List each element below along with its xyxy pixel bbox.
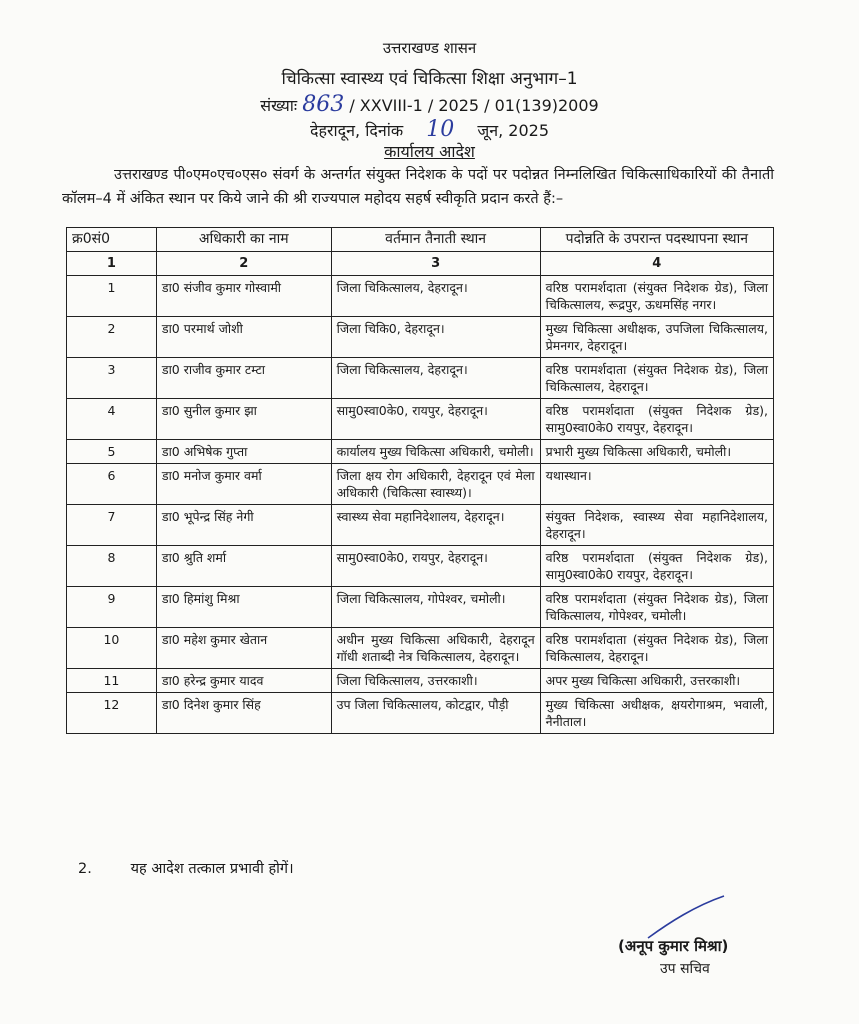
- table-row: [67, 464, 774, 505]
- point-2-number: 2.: [78, 861, 92, 877]
- point-2-text: यह आदेश तत्काल प्रभावी होगें।: [130, 861, 294, 877]
- row-new-posting: मुख्य चिकित्सा अधीक्षक, क्षयरोगाश्रम, भवाली, नैनीताल।: [540, 693, 773, 734]
- row-serial: 9: [67, 587, 157, 628]
- row-serial: 12: [67, 693, 157, 734]
- signatory-designation: उप सचिव: [660, 961, 710, 977]
- row-serial: 5: [67, 440, 157, 464]
- row-new-posting: अपर मुख्य चिकित्सा अधिकारी, उत्तरकाशी।: [540, 669, 773, 693]
- row-current-posting: जिला चिकित्सालय, गोपेश्वर, चमोली।: [331, 587, 540, 628]
- row-serial: 4: [67, 399, 157, 440]
- row-new-posting: वरिष्ठ परामर्शदाता (संयुक्त निदेशक ग्रेड), जिला चिकित्सालय, देहरादून।: [540, 358, 773, 399]
- row-officer-name: डा0 राजीव कुमार टम्टा: [156, 358, 331, 399]
- order-body-paragraph: उत्तराखण्ड पी०एम०एच०एस० संवर्ग के अन्तर्गत संयुक्त निदेशक के पदों पर पदोन्नत निम्नलिखित चिकित्साधिकारियों की तैनाती कॉलम–4 में अंकित स्थान पर किये जाने की श्री राज्यपाल महोदय सहर्ष स्वीकृति प्रदान करते हैं:–: [62, 167, 774, 207]
- row-officer-name: डा0 श्रुति शर्मा: [156, 546, 331, 587]
- row-current-posting: सामु0स्वा0के0, रायपुर, देहरादून।: [331, 546, 540, 587]
- column-number: 2: [156, 252, 331, 276]
- header-new-posting: पदोन्नति के उपरान्त पदस्थापना स्थान: [540, 228, 773, 252]
- row-serial: 8: [67, 546, 157, 587]
- row-new-posting: वरिष्ठ परामर्शदाता (संयुक्त निदेशक ग्रेड), सामु0स्वा0के0 रायपुर, देहरादून।: [540, 399, 773, 440]
- row-serial: 2: [67, 317, 157, 358]
- row-serial: 10: [67, 628, 157, 669]
- header-officer-name: अधिकारी का नाम: [156, 228, 331, 252]
- row-new-posting: वरिष्ठ परामर्शदाता (संयुक्त निदेशक ग्रेड), जिला चिकित्सालय, देहरादून।: [540, 628, 773, 669]
- column-number: 3: [331, 252, 540, 276]
- header-current-posting: वर्तमान तैनाती स्थान: [331, 228, 540, 252]
- row-current-posting: जिला चिकि0, देहरादून।: [331, 317, 540, 358]
- government-heading: उत्तराखण्ड शासन: [382, 39, 477, 57]
- row-current-posting: जिला चिकित्सालय, देहरादून।: [331, 358, 540, 399]
- row-officer-name: डा0 अभिषेक गुप्ता: [156, 440, 331, 464]
- table-row: [67, 358, 774, 399]
- row-new-posting: वरिष्ठ परामर्शदाता (संयुक्त निदेशक ग्रेड), जिला चिकित्सालय, गोपेश्वर, चमोली।: [540, 587, 773, 628]
- column-number: 1: [67, 252, 157, 276]
- row-new-posting: मुख्य चिकित्सा अधीक्षक, उपजिला चिकित्सालय, प्रेमनगर, देहरादून।: [540, 317, 773, 358]
- column-number-row: [67, 252, 774, 276]
- row-new-posting: वरिष्ठ परामर्शदाता (संयुक्त निदेशक ग्रेड), जिला चिकित्सालय, रूद्रपुर, ऊधमसिंह नगर।: [540, 276, 773, 317]
- row-officer-name: डा0 संजीव कुमार गोस्वामी: [156, 276, 331, 317]
- posting-table: [66, 227, 774, 734]
- row-current-posting: जिला क्षय रोग अधिकारी, देहरादून एवं मेला अधिकारी (चिकित्सा स्वास्थ्य)।: [331, 464, 540, 505]
- row-serial: 7: [67, 505, 157, 546]
- place-date-line: [0, 117, 859, 142]
- row-current-posting: सामु0स्वा0के0, रायपुर, देहरादून।: [331, 399, 540, 440]
- table-row: [67, 587, 774, 628]
- row-officer-name: डा0 महेश कुमार खेतान: [156, 628, 331, 669]
- handwritten-number: 863: [302, 92, 345, 117]
- table-row: [67, 399, 774, 440]
- row-current-posting: जिला चिकित्सालय, उत्तरकाशी।: [331, 669, 540, 693]
- point-2: [78, 858, 294, 878]
- place-date-prefix: देहरादून, दिनांक: [309, 121, 404, 140]
- row-officer-name: डा0 भूपेन्द्र सिंह नेगी: [156, 505, 331, 546]
- row-officer-name: डा0 परमार्थ जोशी: [156, 317, 331, 358]
- row-new-posting: प्रभारी मुख्य चिकित्सा अधिकारी, चमोली।: [540, 440, 773, 464]
- row-new-posting: वरिष्ठ परामर्शदाता (संयुक्त निदेशक ग्रेड), सामु0स्वा0के0 रायपुर, देहरादून।: [540, 546, 773, 587]
- table-row: [67, 669, 774, 693]
- row-current-posting: स्वास्थ्य सेवा महानिदेशालय, देहरादून।: [331, 505, 540, 546]
- row-officer-name: डा0 हरेन्द्र कुमार यादव: [156, 669, 331, 693]
- row-current-posting: उप जिला चिकित्सालय, कोटद्वार, पौड़ी: [331, 693, 540, 734]
- handwritten-date: 10: [426, 117, 455, 142]
- row-officer-name: डा0 हिमांशु मिश्रा: [156, 587, 331, 628]
- table-row: [67, 317, 774, 358]
- order-title: कार्यालय आदेश: [384, 142, 475, 161]
- number-label: संख्याः: [260, 96, 298, 115]
- table-header-row: [67, 228, 774, 252]
- row-serial: 6: [67, 464, 157, 505]
- row-new-posting: संयुक्त निदेशक, स्वास्थ्य सेवा महानिदेशालय, देहरादून।: [540, 505, 773, 546]
- section-heading: चिकित्सा स्वास्थ्य एवं चिकित्सा शिक्षा अनुभाग–1: [281, 69, 578, 89]
- row-officer-name: डा0 सुनील कुमार झा: [156, 399, 331, 440]
- header-serial: क्र0सं0: [67, 228, 157, 252]
- signatory-name: (अनूप कुमार मिश्रा): [618, 937, 729, 955]
- row-officer-name: डा0 दिनेश कुमार सिंह: [156, 693, 331, 734]
- date-suffix: जून, 2025: [477, 121, 550, 140]
- row-officer-name: डा0 मनोज कुमार वर्मा: [156, 464, 331, 505]
- row-serial: 3: [67, 358, 157, 399]
- order-number-line: [0, 92, 859, 117]
- table-row: [67, 276, 774, 317]
- row-current-posting: अधीन मुख्य चिकित्सा अधिकारी, देहरादून गॉधी शताब्दी नेत्र चिकित्सालय, देहरादून।: [331, 628, 540, 669]
- row-current-posting: कार्यालय मुख्य चिकित्सा अधिकारी, चमोली।: [331, 440, 540, 464]
- table-row: [67, 628, 774, 669]
- signature-mark: [640, 892, 730, 942]
- number-rest: / XXVIII-1 / 2025 / 01(139)2009: [349, 96, 599, 115]
- row-serial: 1: [67, 276, 157, 317]
- row-serial: 11: [67, 669, 157, 693]
- row-current-posting: जिला चिकित्सालय, देहरादून।: [331, 276, 540, 317]
- table-row: [67, 546, 774, 587]
- table-row: [67, 440, 774, 464]
- column-number: 4: [540, 252, 773, 276]
- row-new-posting: यथास्थान।: [540, 464, 773, 505]
- table-row: [67, 693, 774, 734]
- table-row: [67, 505, 774, 546]
